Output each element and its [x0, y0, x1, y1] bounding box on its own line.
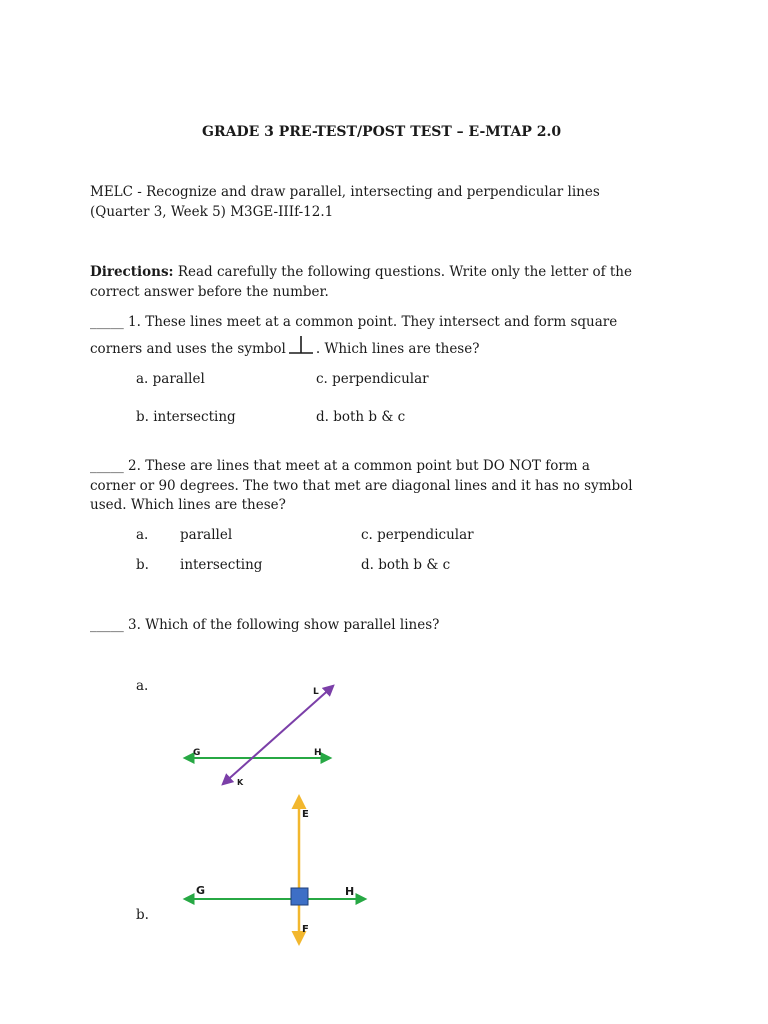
- figure-a-label-h: H: [314, 748, 322, 758]
- q2-option-d: d. both b & c: [361, 557, 451, 573]
- figure-b-label-e: E: [302, 809, 309, 820]
- q3-option-b-letter: b.: [136, 907, 149, 923]
- page-title: GRADE 3 PRE-TEST/POST TEST – E-MTAP 2.0: [202, 124, 562, 140]
- q1-option-d: d. both b & c: [316, 409, 406, 425]
- q2-option-c: c. perpendicular: [361, 527, 474, 543]
- figure-a-label-l: L: [313, 687, 319, 697]
- q1-option-a: a. parallel: [136, 371, 205, 387]
- figure-b-label-g: G: [196, 884, 206, 897]
- q2-line-3: used. Which lines are these?: [90, 497, 286, 513]
- q1-line-1: _____ 1. These lines meet at a common point. They intersect and form square: [90, 314, 618, 330]
- q3-option-a-letter: a.: [136, 678, 149, 694]
- figure-b-label-h: H: [345, 885, 355, 898]
- figure-b-label-f: F: [302, 924, 309, 935]
- q2-line-1: _____ 2. These are lines that meet at a common point but DO NOT form a: [90, 458, 590, 474]
- q2-option-b-letter: b.: [136, 557, 149, 573]
- q2-option-b-text: intersecting: [180, 557, 263, 573]
- melc-line-1: MELC - Recognize and draw parallel, intersecting and perpendicular lines: [90, 184, 600, 200]
- figure-a-label-g: G: [193, 748, 201, 758]
- directions-line-2: correct answer before the number.: [90, 284, 329, 300]
- q3-line-1: _____ 3. Which of the following show parallel lines?: [90, 617, 440, 633]
- q1-line-2a: corners and uses the symbol: [90, 341, 286, 357]
- directions-label: Directions:: [90, 264, 174, 280]
- melc-line-2: (Quarter 3, Week 5) M3GE-IIIf-12.1: [90, 204, 334, 220]
- q1-option-c: c. perpendicular: [316, 371, 429, 387]
- directions-text: Read carefully the following questions. Write only the letter of the: [173, 264, 632, 280]
- q1-option-b: b. intersecting: [136, 409, 236, 425]
- q2-line-2: corner or 90 degrees. The two that met are diagonal lines and it has no symbol: [90, 478, 633, 494]
- q2-option-a-letter: a.: [136, 527, 149, 543]
- figure-a-label-k: K: [237, 778, 244, 787]
- figure-b-right-angle-square-icon: [291, 888, 308, 905]
- q2-option-a-text: parallel: [180, 527, 233, 543]
- figure-a-line-kl: [223, 686, 333, 784]
- q1-line-2b: . Which lines are these?: [315, 341, 480, 357]
